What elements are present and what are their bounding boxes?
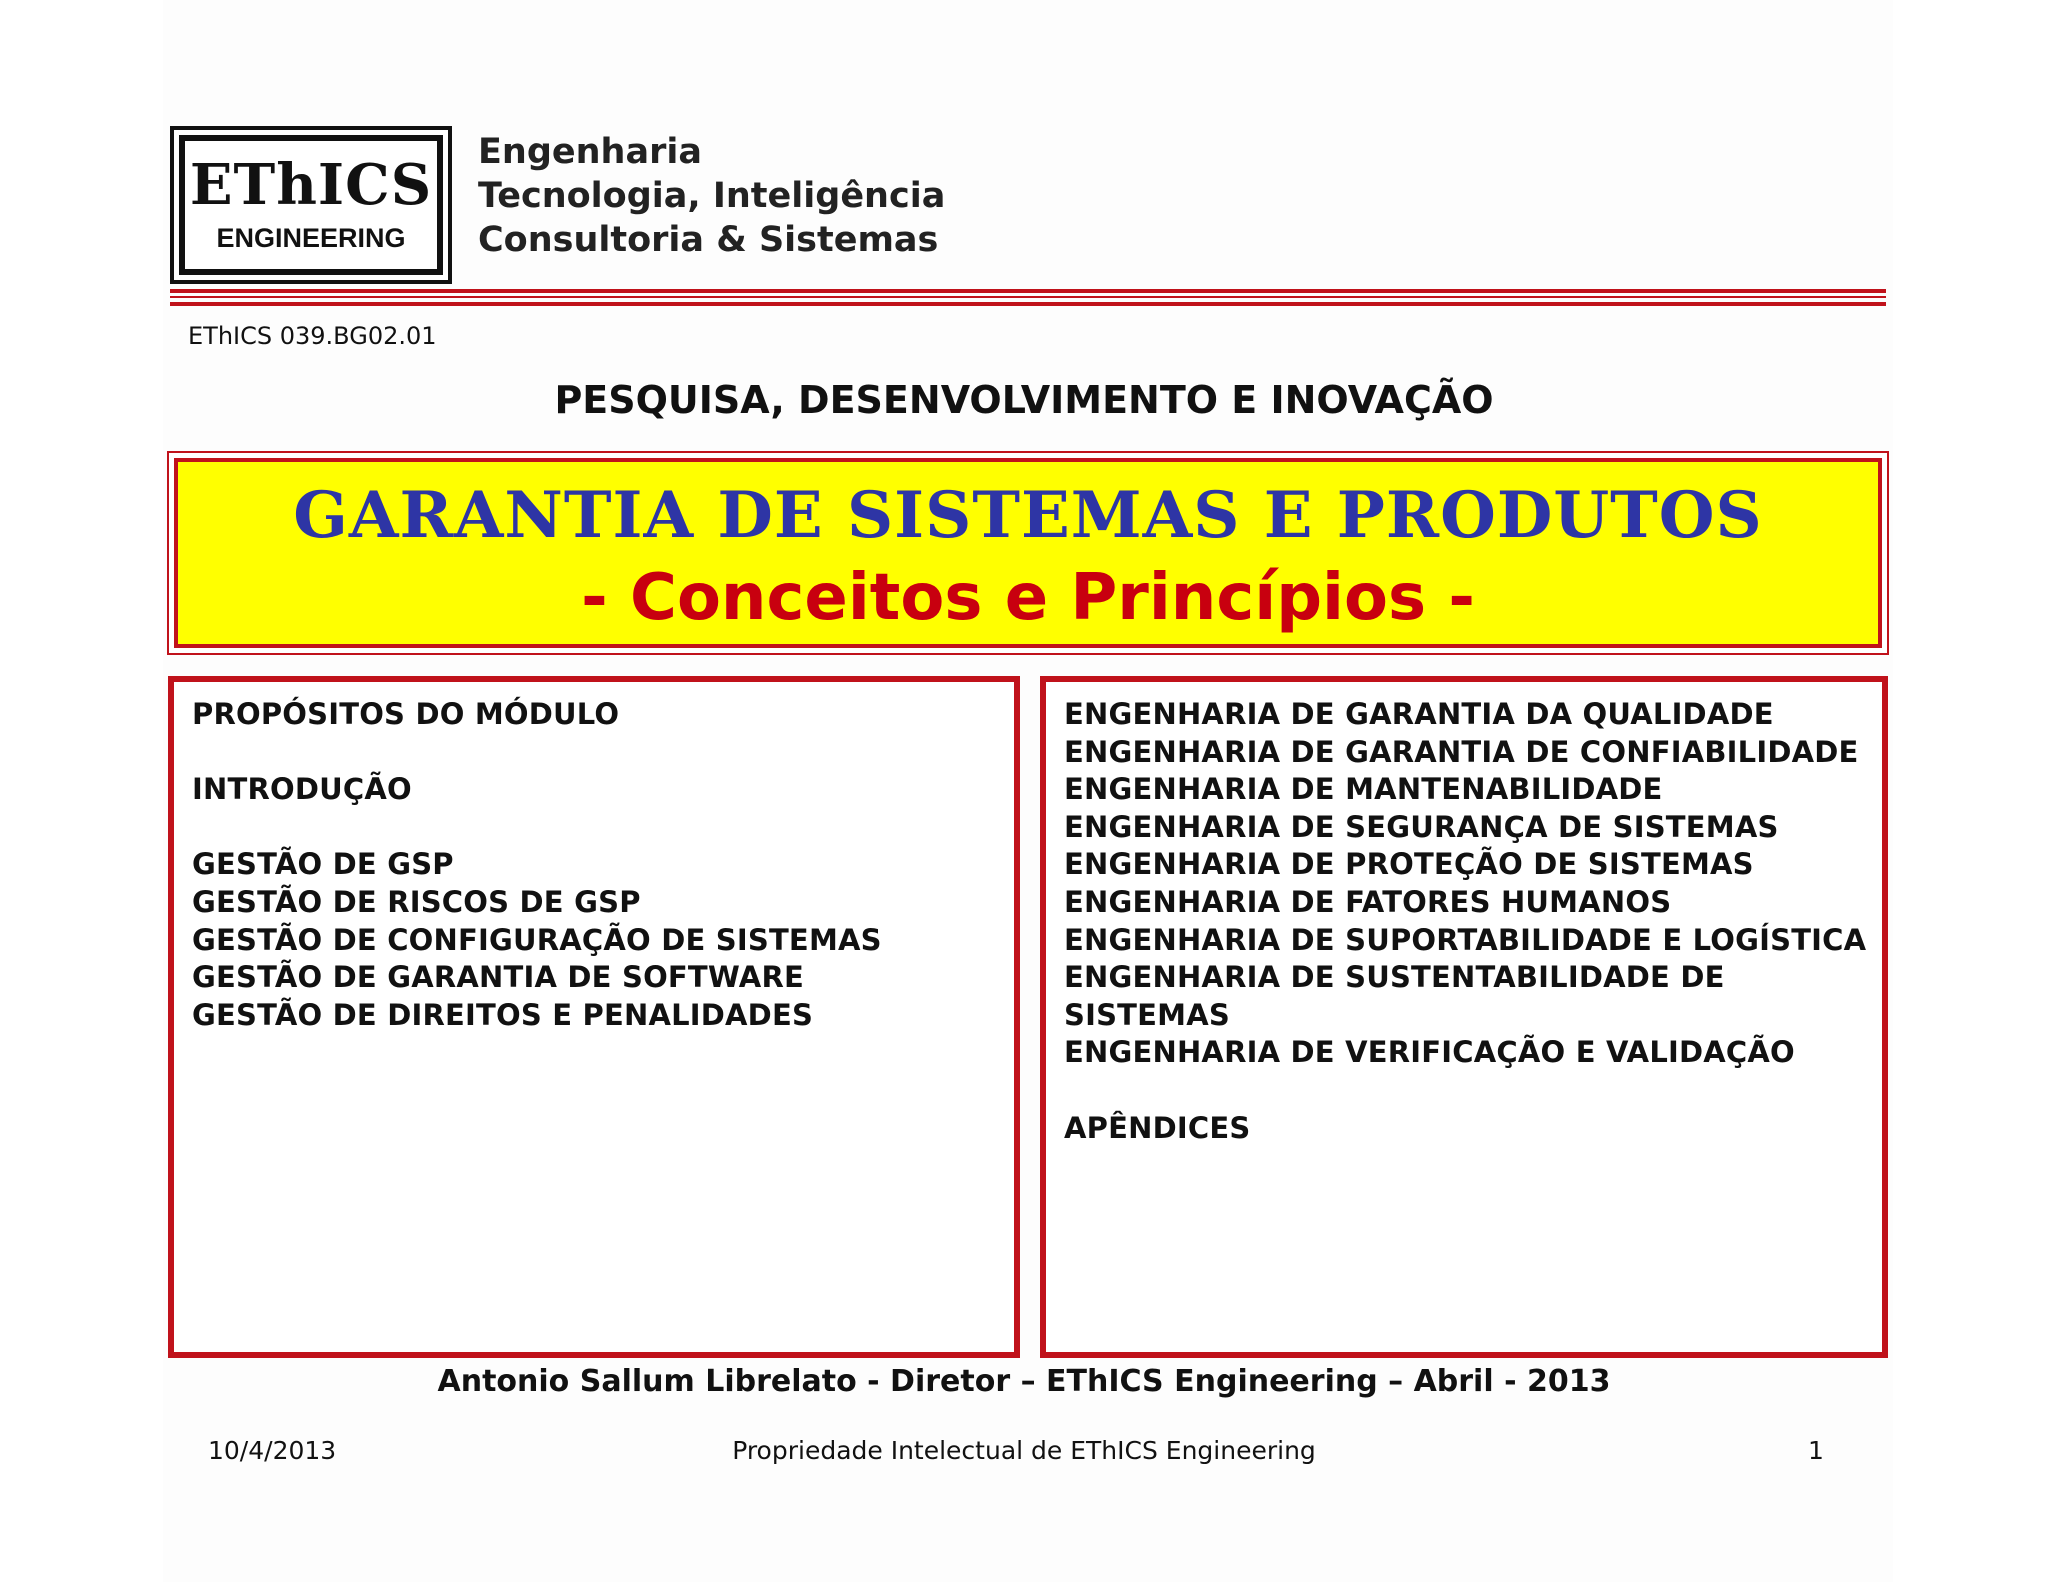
list-spacer <box>192 734 1014 772</box>
header-divider <box>170 289 1886 293</box>
list-spacer <box>1064 1072 1882 1110</box>
footer-date: 10/4/2013 <box>208 1436 337 1465</box>
topic-item: ENGENHARIA DE SUPORTABILIDADE E LOGÍSTICA <box>1064 922 1867 957</box>
header-divider <box>170 302 1886 306</box>
topic-item: ENGENHARIA DE FATORES HUMANOS <box>1064 884 1672 919</box>
section-title: PESQUISA, DESENVOLVIMENTO E INOVAÇÃO <box>554 378 1494 422</box>
topic-item: ENGENHARIA DE SEGURANÇA DE SISTEMAS <box>1064 809 1779 844</box>
list-spacer <box>192 809 1014 847</box>
topic-item: ENGENHARIA DE VERIFICAÇÃO E VALIDAÇÃO <box>1064 1035 1795 1070</box>
title-banner <box>167 451 1889 655</box>
banner-title: GARANTIA DE SISTEMAS E PRODUTOS <box>293 478 1763 553</box>
company-logo <box>170 126 452 284</box>
topic-item: GESTÃO DE RISCOS DE GSP <box>192 884 641 919</box>
header-divider <box>170 296 1886 298</box>
banner-subtitle: - Conceitos e Princípios - <box>581 561 1475 635</box>
topic-item: GESTÃO DE DIREITOS E PENALIDADES <box>192 997 814 1032</box>
tagline-line: Engenharia <box>478 132 702 172</box>
tagline-line: Tecnologia, Inteligência <box>478 176 946 216</box>
topic-item: GESTÃO DE GARANTIA DE SOFTWARE <box>192 960 804 995</box>
topic-item: GESTÃO DE CONFIGURAÇÃO DE SISTEMAS <box>192 922 882 957</box>
topic-item: GESTÃO DE GSP <box>192 847 454 882</box>
logo-mark: EThICS <box>189 152 433 218</box>
topic-item: APÊNDICES <box>1064 1110 1251 1145</box>
topic-item: SISTEMAS <box>1064 997 1230 1032</box>
author-line: Antonio Sallum Librelato - Diretor – EThICS Engineering – Abril - 2013 <box>437 1364 1611 1399</box>
footer-copyright: Propriedade Intelectual de EThICS Engineering <box>732 1436 1316 1465</box>
topic-item: ENGENHARIA DE MANTENABILIDADE <box>1064 772 1663 807</box>
left-topics-list <box>174 682 1014 1034</box>
document-code: EThICS 039.BG02.01 <box>188 322 437 350</box>
right-topics-panel <box>1040 676 1888 1358</box>
topic-item: ENGENHARIA DE PROTEÇÃO DE SISTEMAS <box>1064 847 1754 882</box>
topic-item: ENGENHARIA DE GARANTIA DE CONFIABILIDADE <box>1064 734 1859 769</box>
left-topics-panel <box>168 676 1020 1358</box>
topic-item: INTRODUÇÃO <box>192 772 412 807</box>
company-tagline <box>478 130 945 262</box>
logo-subtitle: ENGINEERING <box>216 223 406 253</box>
topic-item: ENGENHARIA DE SUSTENTABILIDADE DE <box>1064 960 1725 995</box>
right-topics-list <box>1046 682 1882 1147</box>
topic-item: ENGENHARIA DE GARANTIA DA QUALIDADE <box>1064 697 1774 731</box>
topic-item: PROPÓSITOS DO MÓDULO <box>192 697 620 731</box>
tagline-line: Consultoria & Sistemas <box>478 220 939 260</box>
page-number: 1 <box>1808 1436 1824 1465</box>
